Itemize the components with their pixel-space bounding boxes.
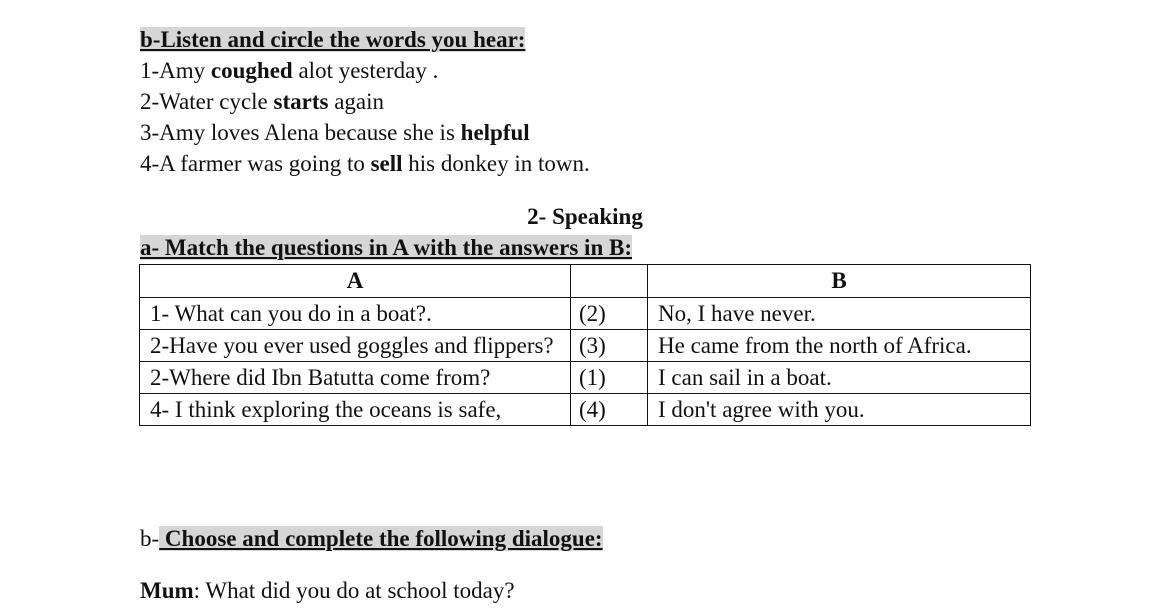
number-cell: (3) bbox=[571, 330, 648, 362]
question-cell: 1- What can you do in a boat?. bbox=[140, 298, 571, 330]
number-cell: (2) bbox=[571, 298, 648, 330]
speaker-name: Mum bbox=[140, 578, 194, 603]
table-header-row bbox=[140, 265, 1031, 298]
question-cell: 4- I think exploring the oceans is safe, bbox=[140, 394, 571, 426]
number-cell: (1) bbox=[571, 362, 648, 394]
answer-cell: No, I have never. bbox=[648, 298, 1031, 330]
dialogue-prefix: b- bbox=[140, 526, 160, 551]
answer-cell: I don't agree with you. bbox=[648, 394, 1031, 426]
listening-sentence-2: 2-Water cycle starts again bbox=[140, 89, 385, 114]
listening-section bbox=[140, 24, 1040, 179]
match-heading: a- Match the questions in A with the answers in B: bbox=[140, 235, 632, 260]
speaking-title: 2- Speaking bbox=[527, 204, 643, 229]
dialogue-line bbox=[140, 575, 515, 606]
keyword: starts bbox=[273, 89, 329, 114]
table-row bbox=[140, 298, 1031, 330]
table-row bbox=[140, 394, 1031, 426]
listening-sentence-1: 1-Amy coughed alot yesterday . bbox=[140, 58, 439, 83]
listening-sentence-3: 3-Amy loves Alena because she is helpful bbox=[140, 120, 530, 145]
answer-cell: He came from the north of Africa. bbox=[648, 330, 1031, 362]
table-row bbox=[140, 330, 1031, 362]
keyword: sell bbox=[370, 151, 403, 176]
column-a-header: A bbox=[140, 265, 571, 298]
listening-sentence-4: 4-A farmer was going to sell his donkey in town. bbox=[140, 151, 590, 176]
dialogue-heading-line bbox=[140, 523, 603, 554]
listening-heading: b-Listen and circle the words you hear: bbox=[140, 27, 526, 52]
match-table bbox=[139, 264, 1031, 426]
column-b-header: B bbox=[648, 265, 1031, 298]
table-row bbox=[140, 362, 1031, 394]
answer-cell: I can sail in a boat. bbox=[648, 362, 1031, 394]
question-cell: 2-Where did Ibn Batutta come from? bbox=[140, 362, 571, 394]
number-cell: (4) bbox=[571, 394, 648, 426]
keyword: helpful bbox=[460, 120, 530, 145]
column-mid-header bbox=[571, 265, 648, 298]
dialogue-heading: Choose and complete the following dialogue: bbox=[159, 526, 603, 551]
question-cell: 2-Have you ever used goggles and flippers? bbox=[140, 330, 571, 362]
dialogue-text: : What did you do at school today? bbox=[193, 578, 515, 603]
keyword: coughed bbox=[210, 58, 293, 83]
